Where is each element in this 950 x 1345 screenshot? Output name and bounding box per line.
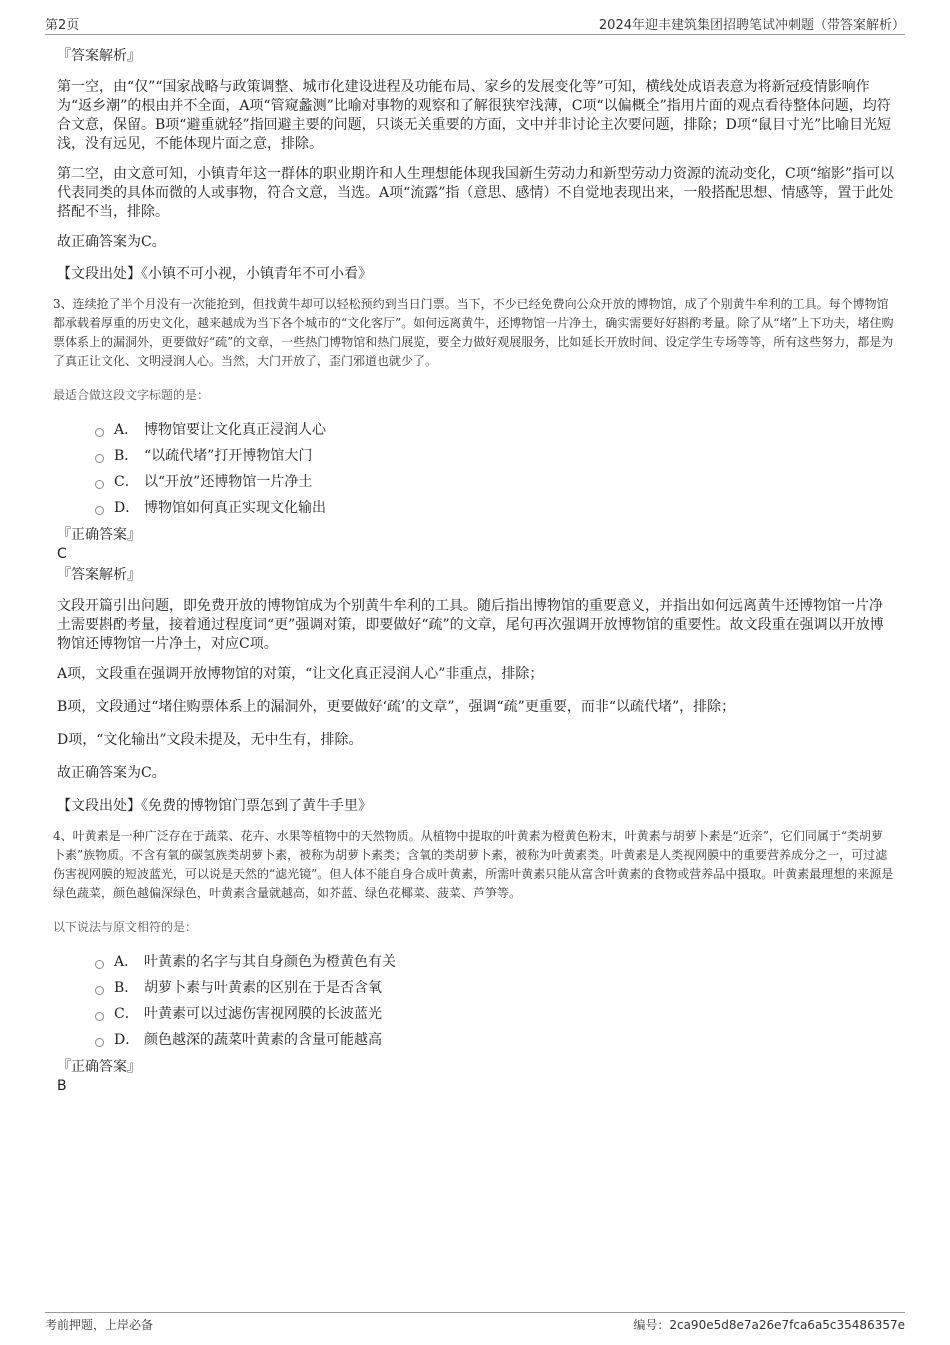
source-citation: 【文段出处】《免费的博物馆门票怎到了黄牛手里》	[57, 798, 372, 814]
option-c[interactable]: C． 叶黄素可以过滤伤害视网膜的长波蓝光	[95, 1001, 895, 1027]
radio-icon[interactable]	[95, 1012, 104, 1021]
analysis-paragraph: 第二空，由文意可知，小镇青年这一群体的职业期许和人生理想能体现我国新生劳动力和新型劳动力资源的流动变化，C项“缩影”指可以代表同类的具体而微的人或事物，符合文意，当选。A项“流露”指（意思、感情）不自觉地表现出来，一般搭配思想、情感等，置于此处搭配不当，排除。	[57, 166, 895, 220]
radio-icon[interactable]	[95, 428, 104, 437]
radio-icon[interactable]	[95, 1038, 104, 1047]
analysis-tag: 『答案解析』	[57, 567, 141, 583]
source-citation: 【文段出处】《小镇不可小视，小镇青年不可小看》	[57, 266, 372, 282]
page-content	[53, 46, 895, 1095]
option-text: 叶黄素的名字与其自身颜色为橙黄色有关	[144, 954, 396, 970]
option-text: 胡萝卜素与叶黄素的区别在于是否含氧	[144, 980, 382, 996]
analysis-paragraph: 文段开篇引出问题，即免费开放的博物馆成为个别黄牛牟利的工具。随后指出博物馆的重要意义，并指出如何远离黄牛还博物馆一片净土需要斟酌考量，接着通过程度词“更”强调对策，即要做好“疏”的文章，尾句再次强调开放博物馆的重要性。故文段重在强调以开放博物馆还博物馆一片净土，对应C项。	[57, 598, 884, 652]
question-4-text: 4、叶黄素是一种广泛存在于蔬菜、花卉、水果等植物中的天然物质。从植物中提取的叶黄素为橙黄色粉末，叶黄素与胡萝卜素是“近亲”，它们同属于“类胡萝卜素”族物质。不含有氧的碳氢族类胡萝卜素，被称为胡萝卜素类；含氧的类胡萝卜素，被称为叶黄素类。叶黄素是人类视网膜中的重要营养成分之一，可过滤伤害视网膜的短波蓝光，可以说是天然的“滤光镜”。但人体不能自身合成叶黄素，所需叶黄素只能从富含叶黄素的食物或营养品中摄取。叶黄素最理想的来源是绿色蔬菜，颜色越偏深绿色，叶黄素含量就越高，如芥蓝、绿色花椰菜、菠菜、芦笋等。	[53, 829, 894, 900]
question-4-prompt: 以下说法与原文相符的是：	[53, 920, 198, 934]
radio-icon[interactable]	[95, 986, 104, 995]
analysis-paragraph: B项，文段通过“堵住购票体系上的漏洞外，更要做好‘疏’的文章”，强调“疏”更重要，而非“以疏代堵”，排除；	[57, 699, 736, 715]
option-a[interactable]: A． 叶黄素的名字与其自身颜色为橙黄色有关	[95, 949, 895, 975]
option-b[interactable]: B． 胡萝卜素与叶黄素的区别在于是否含氧	[95, 975, 895, 1001]
option-a[interactable]: A． 博物馆要让文化真正浸润人心	[95, 417, 895, 443]
page-footer	[45, 1312, 905, 1335]
question-3-options	[95, 417, 895, 521]
option-d[interactable]: D． 博物馆如何真正实现文化输出	[95, 495, 895, 521]
analysis-paragraph: 第一空，由“仅”“国家战略与政策调整、城市化建设进程及功能布局、家乡的发展变化等”可知，横线处成语表意为将新冠疫情影响作为“返乡潮”的根由并不全面，A项“管窥蠡测”比喻对事物的观察和了解很狭窄浅薄，C项“以偏概全”指用片面的观点看待整体问题，均符合文意，保留。B项“避重就轻”指回避主要的问题，只谈无关重要的方面，文中并非讨论主次要问题，排除；D项“鼠目寸光”比喻目光短浅，没有远见，不能体现片面之意，排除。	[57, 79, 892, 152]
radio-icon[interactable]	[95, 480, 104, 489]
analysis-tag: 『答案解析』	[57, 48, 141, 64]
option-c[interactable]: C． 以“开放”还博物馆一片净土	[95, 469, 895, 495]
option-d[interactable]: D． 颜色越深的蔬菜叶黄素的含量可能越高	[95, 1027, 895, 1053]
document-id: 编号：2ca90e5d8e7a26e7fca6a5c35486357e	[633, 1318, 905, 1332]
question-3-prompt: 最适合做这段文字标题的是：	[53, 388, 210, 402]
answer-tag: 『正确答案』	[57, 527, 141, 543]
answer-tag: 『正确答案』	[57, 1059, 141, 1075]
option-text: “以疏代堵”打开博物馆大门	[144, 448, 313, 464]
page-header	[45, 14, 905, 35]
document-title: 2024年迎丰建筑集团招聘笔试冲刺题（带答案解析）	[598, 18, 905, 33]
question-3-text: 3、连续抢了半个月没有一次能抢到，但找黄牛却可以轻松预约到当日门票。当下，不少已经免费向公众开放的博物馆，成了个别黄牛牟利的工具。每个博物馆都承载着厚重的历史文化，越来越成为当下各个城市的“文化客厅”。如何远离黄牛，还博物馆一片净土，确实需要好好斟酌考量。除了从“堵”上下功夫，堵住购票体系上的漏洞外，更要做好“疏”的文章，一些热门博物馆和热门展览，要全力做好观展服务，比如延长开放时间、设定学生专场等等，所有这些努力，都是为了真正让文化、文明浸润人心。当然，大门开放了，歪门邪道也就少了。	[53, 297, 894, 368]
footer-slogan: 考前押题，上岸必备	[45, 1318, 154, 1332]
analysis-paragraph: A项，文段重在强调开放博物馆的对策，“让文化真正浸润人心”非重点，排除；	[57, 666, 544, 682]
page-number: 第2页	[45, 18, 80, 33]
option-text: 博物馆如何真正实现文化输出	[144, 500, 326, 516]
analysis-paragraph: D项，“文化输出”文段未提及，无中生有，排除。	[57, 732, 363, 748]
correct-answer: C	[57, 546, 67, 562]
option-b[interactable]: B． “以疏代堵”打开博物馆大门	[95, 443, 895, 469]
correct-answer: B	[57, 1078, 67, 1094]
analysis-conclusion: 故正确答案为C。	[57, 765, 166, 781]
option-text: 颜色越深的蔬菜叶黄素的含量可能越高	[144, 1032, 382, 1048]
option-text: 以“开放”还博物馆一片净土	[144, 474, 313, 490]
option-text: 叶黄素可以过滤伤害视网膜的长波蓝光	[144, 1006, 382, 1022]
question-4-options	[95, 949, 895, 1053]
radio-icon[interactable]	[95, 960, 104, 969]
radio-icon[interactable]	[95, 506, 104, 515]
analysis-conclusion: 故正确答案为C。	[57, 234, 166, 250]
radio-icon[interactable]	[95, 454, 104, 463]
option-text: 博物馆要让文化真正浸润人心	[144, 422, 326, 438]
